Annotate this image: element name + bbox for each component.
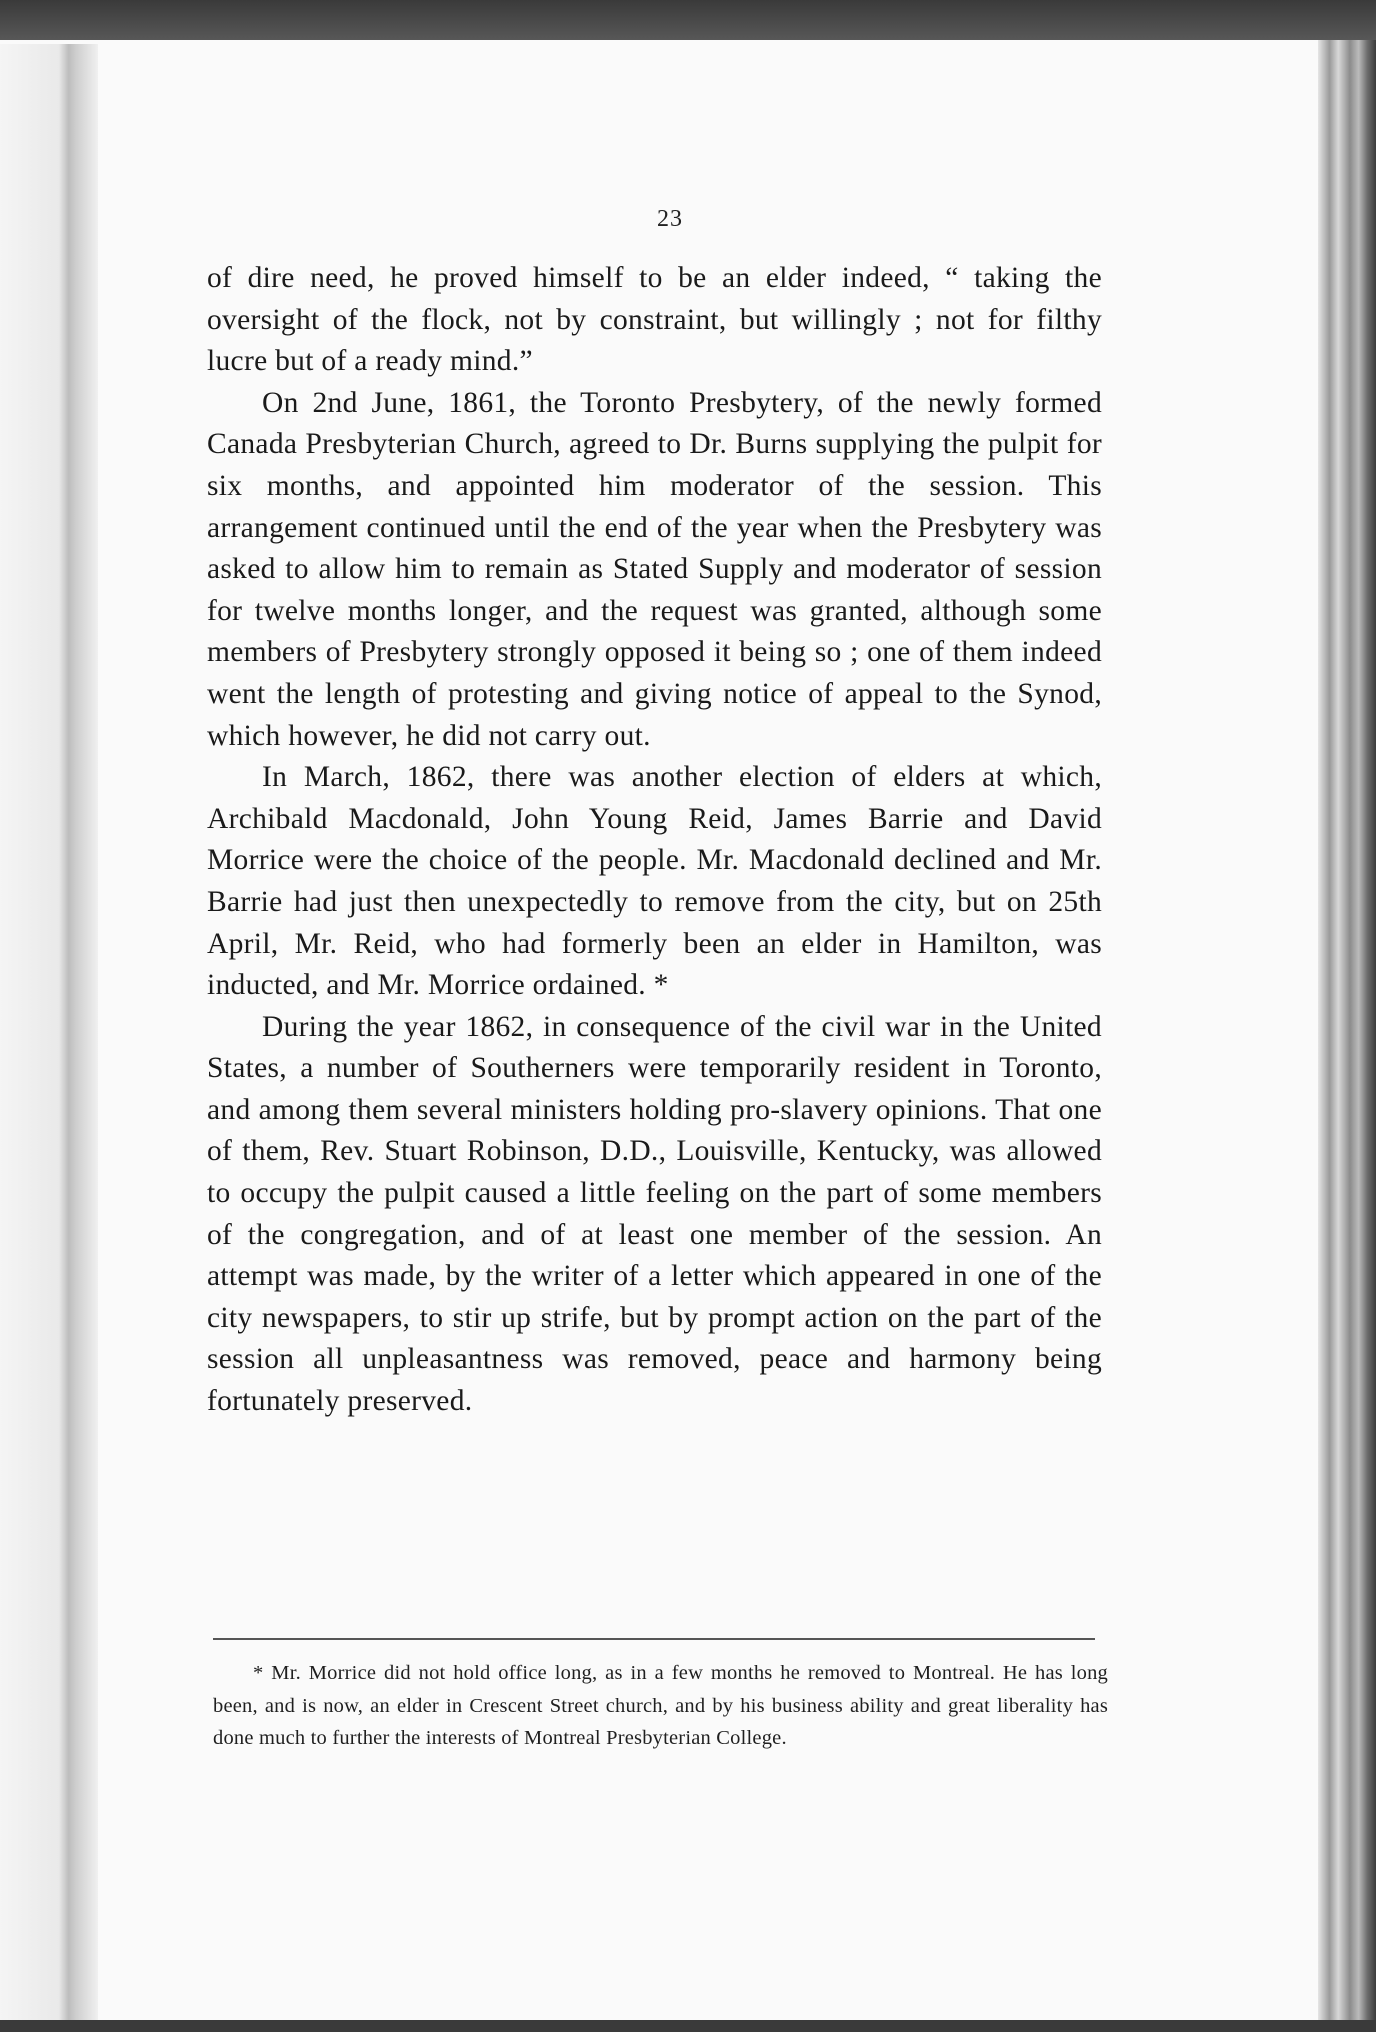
paragraph-presbytery: On 2nd June, 1861, the Toronto Presbytery, of the newly formed Canada Presbyterian Church, agreed to Dr. Burns supplying the pulpit for six months, and appointed him moderator of the session. This arrangement continued until the end of the year when the Presbytery was asked to allow him to remain as Stated Supply and moderator of session for twelve months longer, and the request was granted, although some members of Presbytery strongly opposed it being so ; one of them indeed went the length of protesting and giving notice of appeal to the Synod, which however, he did not carry out. — [207, 386, 1102, 752]
paragraph-continuation: of dire need, he proved himself to be an elder indeed, “ taking the oversight of the flock, not by constraint, but willingly ; not for filthy lucre but of a ready mind.” — [207, 262, 1102, 378]
footnote-rule — [213, 1638, 1095, 1640]
scan-top-border — [0, 0, 1376, 44]
right-page-edges — [1318, 40, 1376, 2032]
footnote: * Mr. Morrice did not hold office long, as in a few months he removed to Montreal. He has long been, and is now, an elder in Crescent Street church, and by his business ability and great liberality has done much to further the interests of Montreal Presbyterian College. — [213, 1662, 1108, 1749]
paragraph-elders-election: In March, 1862, there was another election of elders at which, Archibald Macdonald, John Young Reid, James Barrie and David Morrice were the choice of the people. Mr. Macdonald declined and Mr. Barrie had just then unexpectedly to remove from the city, but on 25th April, Mr. Reid, who had formerly been an elder in Hamilton, was inducted, and Mr. Morrice ordained. * — [207, 761, 1102, 1002]
paragraph-southerners: During the year 1862, in consequence of the civil war in the United States, a number of Southerners were temporarily resident in Toronto, and among them several ministers holding pro-slavery opinions. That one of them, Rev. Stuart Robinson, D.D., Louisville, Kentucky, was allowed to occupy the pulpit caused a little feeling on the part of some members of the congregation, and of at least one member of the session. An attempt was made, by the writer of a letter which appeared in one of the city newspapers, to stir up strife, but by prompt action on the part of the session all unpleasantness was removed, peace and harmony being fortunately preserved. — [207, 1010, 1102, 1418]
scan-bottom-border — [0, 2020, 1376, 2032]
body-text — [207, 258, 1102, 1423]
page-number: 23 — [657, 206, 683, 232]
left-binding-gutter — [0, 44, 98, 2024]
